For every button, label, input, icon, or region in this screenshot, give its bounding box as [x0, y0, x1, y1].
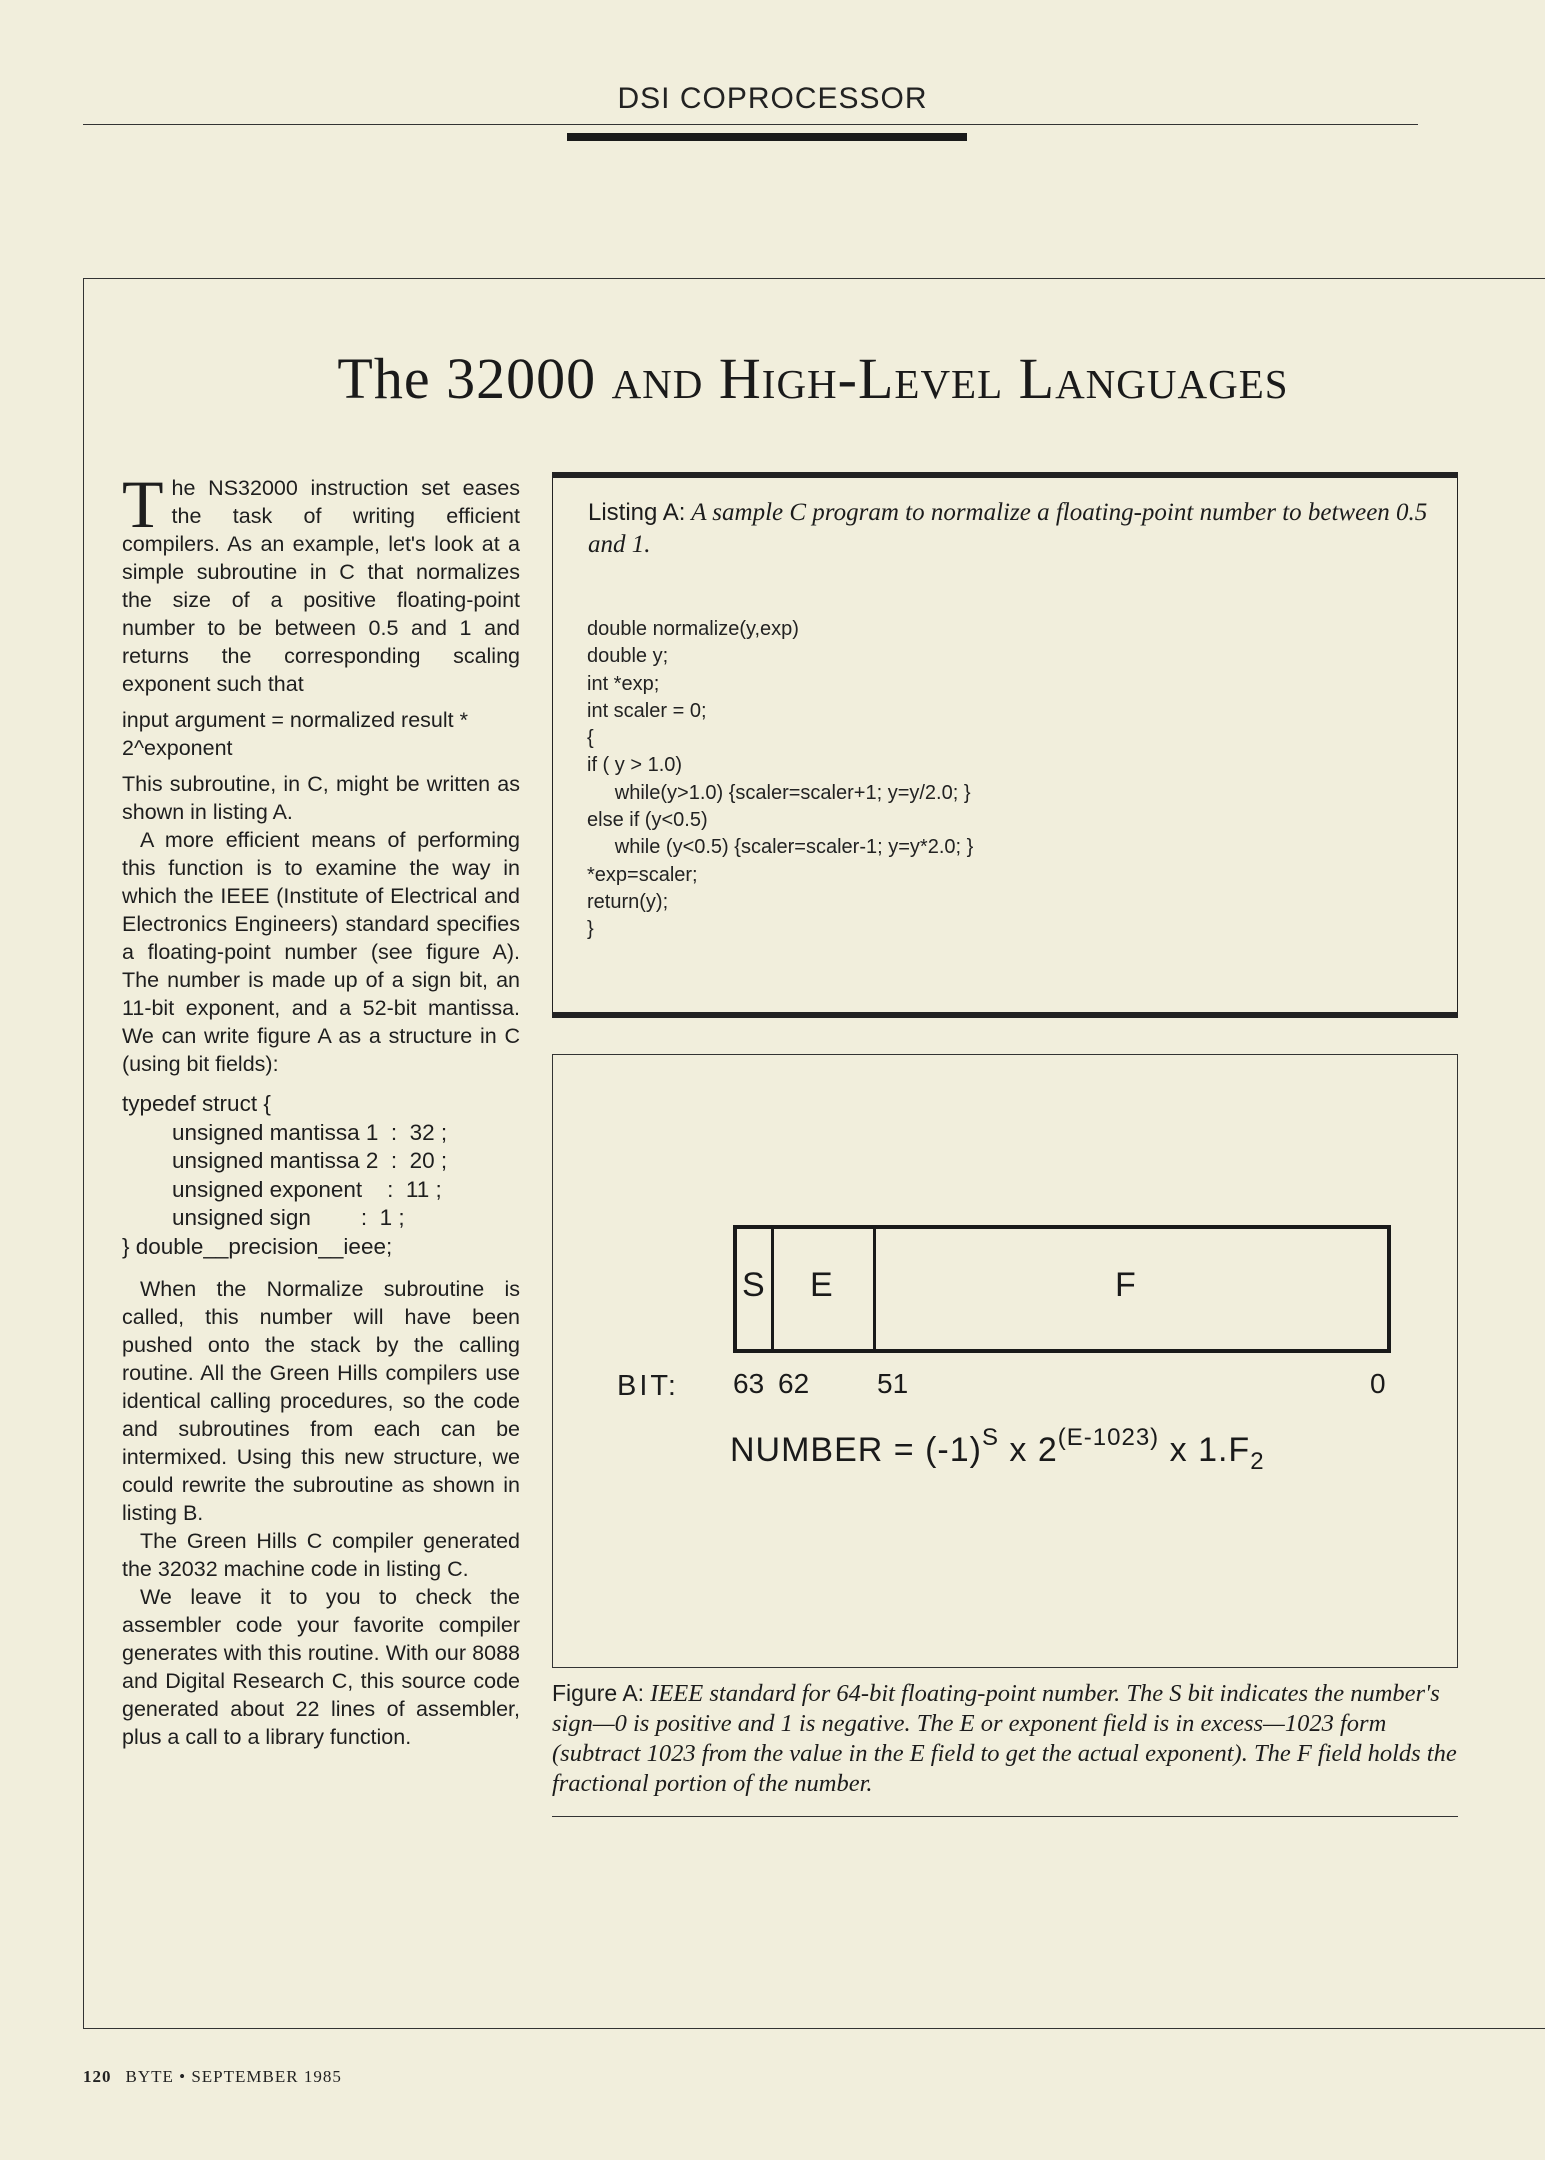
number-formula [730, 1424, 1265, 1476]
paragraph-ieee: A more efficient means of performing this function is to examine the way in which the IEEE (Institute of Electrical and Electronics Engineers) standard specifies a floating-point number (see figure A). The number is made up of a sign bit, an 11-bit exponent, and a 52-bit mantissa. We can write figure A as a structure in C (using bit fields): [122, 828, 520, 1076]
paragraph-listing-ref: This subroutine, in C, might be written as shown in listing A. [122, 772, 520, 824]
body-text-column [122, 466, 520, 1759]
listing-a-code: double normalize(y,exp) double y; int *exp; int scaler = 0; { if ( y > 1.0) while(y>1.0) {scaler=scaler+1; y=y/2.0; } else if (y<0.5) while (y<0.5) {scaler=scaler-1; y=y*2.0; } *exp=scaler; return(y); } [587, 618, 974, 941]
bit-number-63: 63 [733, 1368, 765, 1399]
header-thick-bar [567, 133, 967, 141]
header-rule [83, 124, 1418, 125]
bit-number-0: 0 [1370, 1368, 1386, 1399]
bit-number-62: 62 [778, 1368, 810, 1399]
fraction-field-label: F [1115, 1266, 1136, 1304]
exponent-field-label: E [810, 1266, 833, 1304]
formula-fraction: x 1.F [1159, 1431, 1251, 1469]
bit-axis-label: BIT: [617, 1370, 679, 1402]
magazine-issue: BYTE • SEPTEMBER 1985 [125, 2067, 342, 2086]
sidebar-frame-left [83, 278, 84, 2028]
paragraph-intro [122, 466, 520, 698]
running-head: DSI COPROCESSOR [617, 82, 928, 115]
paragraph-normalize: When the Normalize subroutine is called, this number will have been pushed onto the stack by the calling routine. All the Green Hills compilers use identical calling procedures, so the code and subroutines from each can be intermixed. Using this new structure, we could rewrite the subroutine as shown in listing B. [122, 1277, 520, 1525]
exponent-field-divider [873, 1225, 876, 1353]
title-lead: The [337, 346, 431, 411]
listing-a-caption-text: A sample C program to normalize a floating-point number to between 0.5 and 1. [588, 499, 1428, 558]
figure-a-caption-text: IEEE standard for 64-bit floating-point number. The S bit indicates the number's sign—0 is positive and 1 is negative. The E or exponent field is in excess—1023 form (subtract 1023 from the value in the E field to get the actual exponent). The F field holds the fractional portion of the number. [552, 1680, 1457, 1797]
listing-a-caption [588, 497, 1428, 561]
equation-text: input argument = normalized result * 2^exponent [122, 708, 468, 760]
sign-field-divider [771, 1225, 774, 1353]
figure-a-caption [552, 1678, 1458, 1799]
struct-code: typedef struct { unsigned mantissa 1 : 32 ; unsigned mantissa 2 : 20 ; unsigned exponent : 11 ; unsigned sign : 1 ; } double__precision__ieee; [122, 1091, 448, 1259]
paragraph-compiler: The Green Hills C compiler generated the 32032 machine code in listing C. [122, 1529, 520, 1581]
figure-caption-rule [552, 1816, 1458, 1817]
formula-exponent: (E-1023) [1057, 1424, 1160, 1451]
bit-number-51: 51 [877, 1368, 909, 1399]
article-title [83, 345, 1543, 412]
page-footer [83, 2067, 342, 2087]
formula-sign-exponent: S [981, 1424, 999, 1451]
figure-a-label: Figure A: [552, 1680, 645, 1706]
sign-field-label: S [742, 1266, 765, 1304]
page-number: 120 [83, 2067, 112, 2086]
formula-times-two: x 2 [998, 1431, 1058, 1469]
formula-subscript: 2 [1250, 1448, 1265, 1475]
listing-a-label: Listing A: [588, 499, 686, 526]
sidebar-frame-bottom [83, 2028, 1545, 2029]
intro-text: he NS32000 instruction set eases the task of writing efficient compilers. As an example, let's look at a simple subroutine in C that normalizes the size of a positive floating-point number to be between 0.5 and 1 and returns the corresponding scaling exponent such that [122, 476, 520, 696]
paragraph-closing: We leave it to you to check the assembler code your favorite compiler generates with this routine. With our 8088 and Digital Research C, this source code generated about 22 lines of assembler, plus a call to a library function. [122, 1585, 520, 1749]
drop-cap: T [122, 466, 164, 542]
title-rest: 32000 and High-Level Languages [446, 346, 1289, 411]
formula-lhs: NUMBER = (-1) [730, 1431, 982, 1469]
figure-a-box [552, 1054, 1458, 1668]
sidebar-frame-top [83, 278, 1545, 279]
